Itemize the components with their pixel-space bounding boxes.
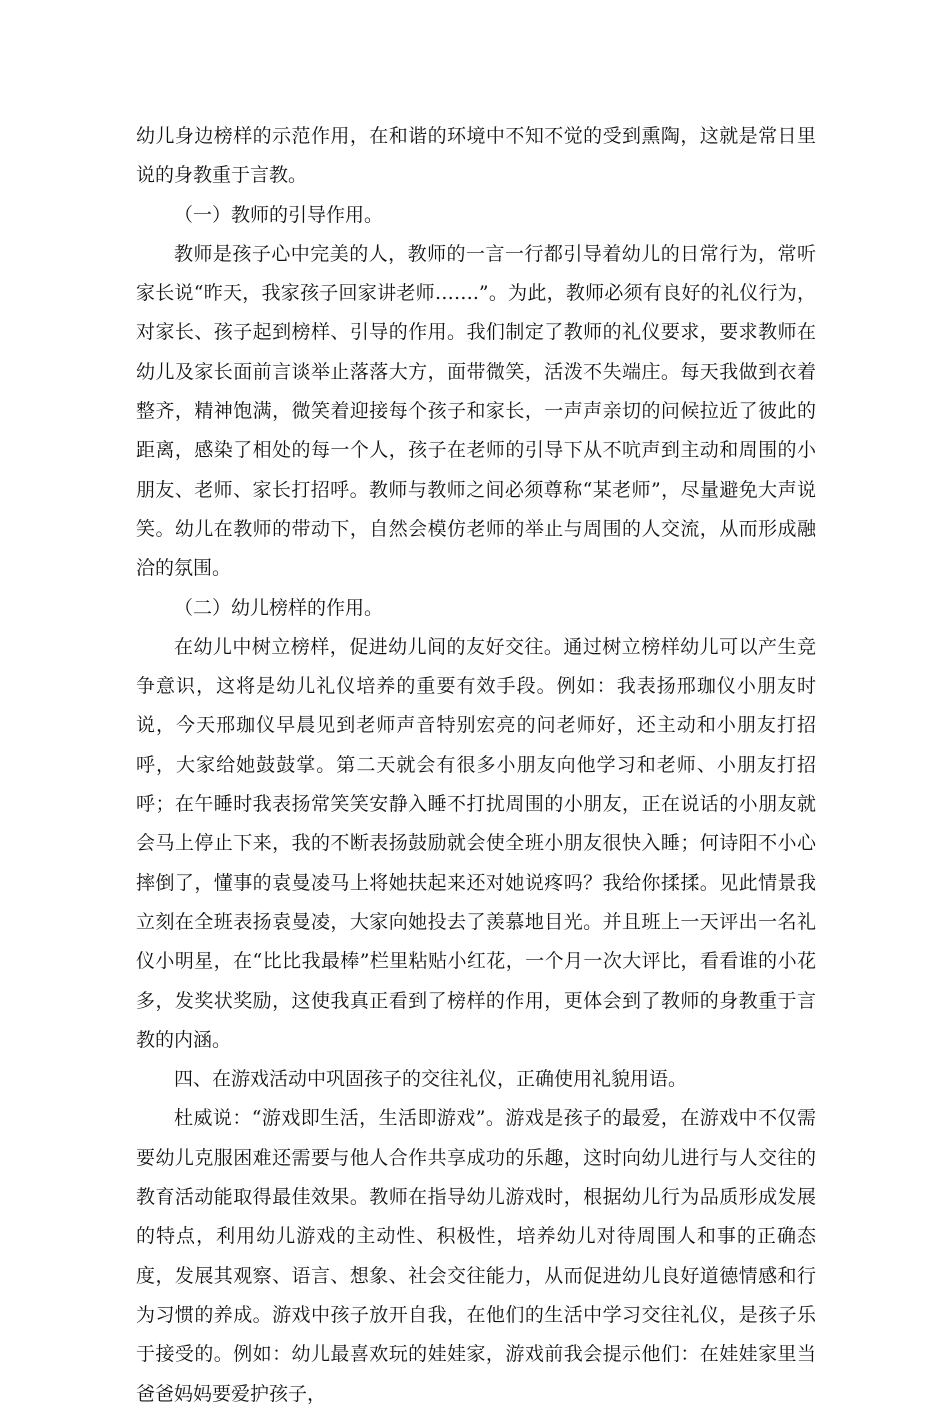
- section-heading-game-activities: 四、在游戏活动中巩固孩子的交往礼仪，正确使用礼貌用语。: [174, 1068, 688, 1091]
- paragraph-child-role-model: 在幼儿中树立榜样，促进幼儿间的友好交往。通过树立榜样幼儿可以产生竞争意识，这将是幼儿礼仪培养的重要有效手段。例如：我表扬邢珈仪小朋友时说，今天邢珈仪早晨见到老师声音特别宏亮的问老师好，还主动和小朋友打招呼，大家给她鼓鼓掌。第二天就会有很多小朋友向他学习和老师、小朋友打招呼；在午睡时我表扬常笑笑安静入睡不打扰周围的小朋友，正在说话的小朋友就会马上停止下来，我的不断表扬鼓励就会使全班小朋友很快入睡；何诗阳不小心摔倒了，懂事的袁曼凌马上将她扶起来还对她说疼吗？我给你揉揉。见此情景我立刻在全班表扬袁曼凌，大家向她投去了羡慕地目光。并且班上一天评出一名礼仪小明星，在“比比我最棒”栏里粘贴小红花，一个月一次大评比，看看谁的小花多，发奖状奖励，这使我真正看到了榜样的作用，更体会到了教师的身教重于言教的内涵。: [136, 635, 816, 1051]
- paragraph-continuation: 幼儿身边榜样的示范作用，在和谐的环境中不知不觉的受到熏陶，这就是常日里说的身教重于言教。: [136, 125, 816, 187]
- document-body: [136, 117, 816, 1414]
- paragraph-game-activities: 杜威说：“游戏即生活，生活即游戏”。游戏是孩子的最爱，在游戏中不仅需要幼儿克服困难还需要与他人合作共享成功的乐趣，这时向幼儿进行与人交往的教育活动能取得最佳效果。教师在指导幼儿游戏时，根据幼儿行为品质形成发展的特点，利用幼儿游戏的主动性、积极性，培养幼儿对待周围人和事的正确态度，发展其观察、语言、想象、社会交往能力，从而促进幼儿良好道德情感和行为习惯的养成。游戏中孩子放开自我，在他们的生活中学习交往礼仪，是孩子乐于接受的。例如：幼儿最喜欢玩的娃娃家，游戏前我会提示他们：在娃娃家里当爸爸妈妈要爱护孩子，: [136, 1107, 816, 1405]
- paragraph-teacher-guidance: 教师是孩子心中完美的人，教师的一言一行都引导着幼儿的日常行为，常听家长说“昨天，我家孩子回家讲老师…….”。为此，教师必须有良好的礼仪行为，对家长、孩子起到榜样、引导的作用。我们制定了教师的礼仪要求，要求教师在幼儿及家长面前言谈举止落落大方，面带微笑，活泼不失端庄。每天我做到衣着整齐，精神饱满，微笑着迎接每个孩子和家长，一声声亲切的问候拉近了彼此的距离，感染了相处的每一个人，孩子在老师的引导下从不吭声到主动和周围的小朋友、老师、家长打招呼。教师与教师之间必须尊称“某老师”，尽量避免大声说笑。幼儿在教师的带动下，自然会模仿老师的举止与周围的人交流，从而形成融洽的氛围。: [136, 242, 816, 580]
- section-heading-child-role-model: （二）幼儿榜样的作用。: [174, 596, 384, 619]
- section-heading-teacher-guidance: （一）教师的引导作用。: [174, 203, 384, 226]
